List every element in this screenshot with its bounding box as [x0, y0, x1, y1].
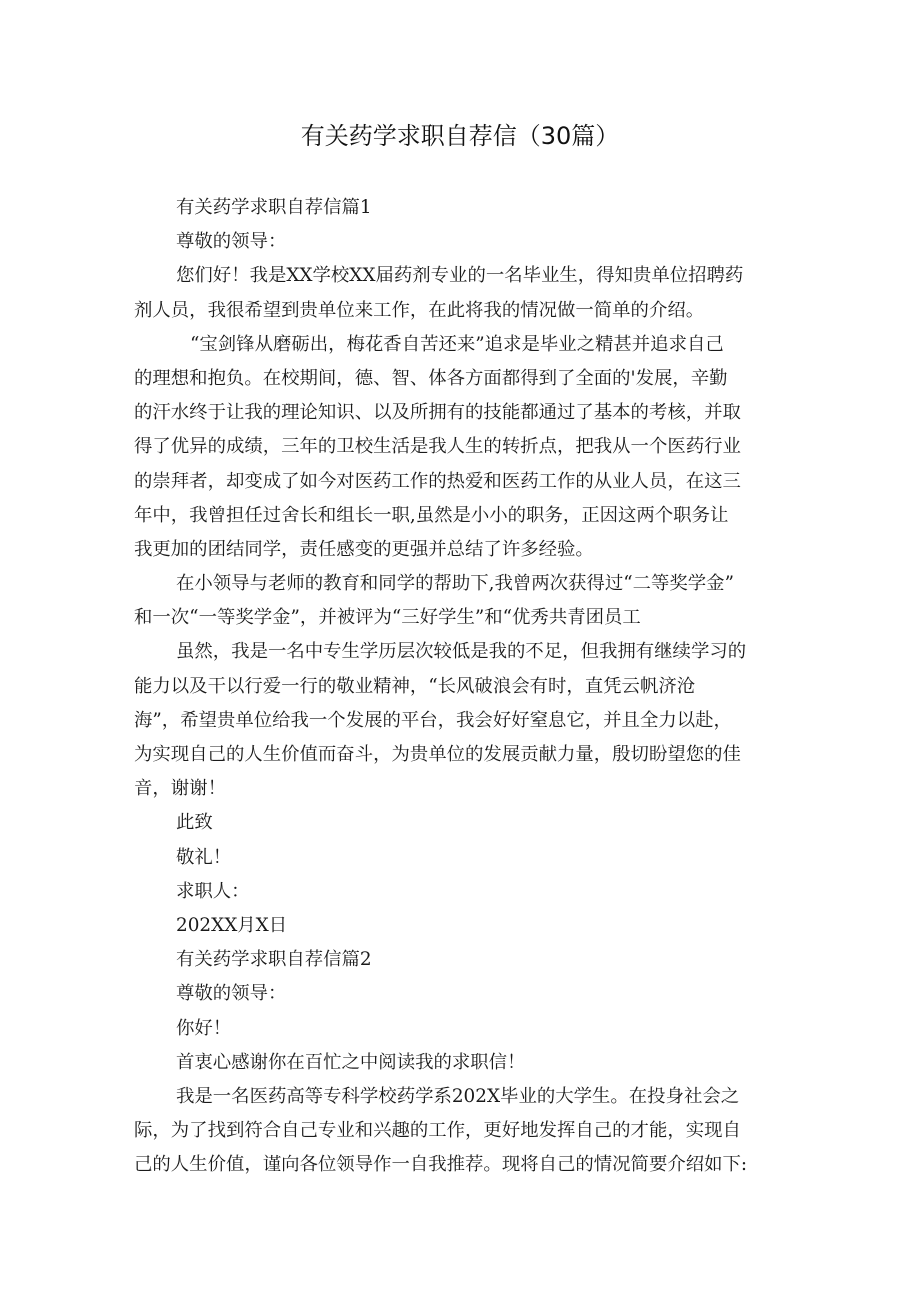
text-line: 虽然，我是一名中专生学历层次较低是我的不足，但我拥有继续学习的 — [176, 641, 747, 663]
document-title: 有关药学求职自荐信（30篇） — [300, 122, 620, 150]
text-line: 有关药学求职自荐信篇2 — [176, 949, 372, 971]
text-line: 的崇拜者，却变成了如今对医药工作的热爱和医药工作的从业人员，在这三 — [134, 470, 741, 492]
text-line: 求职人： — [176, 880, 250, 902]
text-line: 有关药学求职自荐信篇1 — [176, 197, 372, 218]
text-line: 的理想和抱负。在校期间，德、智、体各方面都得到了全面的'发展，辛勤 — [134, 367, 728, 389]
text-line: 首衷心感谢你在百忙之中阅读我的求职信！ — [176, 1051, 526, 1073]
document-body — [134, 191, 790, 1182]
text-line: “宝剑锋从磨砺出，梅花香自苦还来”追求是毕业之精甚并追求自己 — [190, 333, 724, 355]
text-line: 能力以及干以行爱一行的敬业精神，“长风破浪会有时，直凭云帆济沧 — [134, 675, 696, 697]
text-line: 己的人生价值，谨向各位领导作一自我推荐。现将自己的情况简要介绍如下: — [134, 1154, 748, 1176]
text-line: 我更加的团结同学，责任感变的更强并总结了许多经验。 — [134, 538, 594, 560]
text-line: 尊敬的领导： — [176, 983, 287, 1005]
text-line: 在小领导与老师的教育和同学的帮助下,我曾两次获得过“二等奖学金” — [176, 573, 734, 595]
text-line: 的汗水终于让我的理论知识、以及所拥有的技能都通过了基本的考核，并取 — [134, 402, 741, 424]
text-line: 你好！ — [176, 1017, 232, 1039]
text-line: 为实现自己的人生价值而奋斗，为贵单位的发展贡献力量，殷切盼望您的佳 — [134, 744, 741, 765]
text-line: 您们好！我是XX学校XX届药剂专业的一名毕业生，得知贵单位招聘药 — [176, 265, 744, 287]
text-line: 此致 — [176, 812, 213, 834]
text-line: 202XX月X日 — [176, 914, 288, 936]
text-line: 音，谢谢！ — [134, 778, 226, 800]
text-line: 海”，希望贵单位给我一个发展的平台，我会好好窒息它，并且全力以赴， — [134, 709, 732, 731]
text-line: 我是一名医药高等专科学校药学系202X毕业的大学生。在投身社会之 — [176, 1085, 740, 1107]
text-line: 剂人员，我很希望到贵单位来工作，在此将我的情况做一简单的介绍。 — [134, 299, 705, 321]
text-line: 年中，我曾担任过舍长和组长一职,虽然是小小的职务，正因这两个职务让 — [134, 504, 729, 526]
text-line: 得了优异的成绩，三年的卫校生活是我人生的转折点，把我从一个医药行业 — [134, 436, 741, 458]
text-line: 敬礼！ — [176, 846, 232, 868]
text-line: 际，为了找到符合自己专业和兴趣的工作，更好地发挥自己的才能，实现自 — [134, 1120, 741, 1142]
text-line: 和一次“一等奖学金”，并被评为“三好学生”和“优秀共青团员工 — [134, 607, 641, 629]
text-line: 尊敬的领导： — [176, 231, 287, 253]
